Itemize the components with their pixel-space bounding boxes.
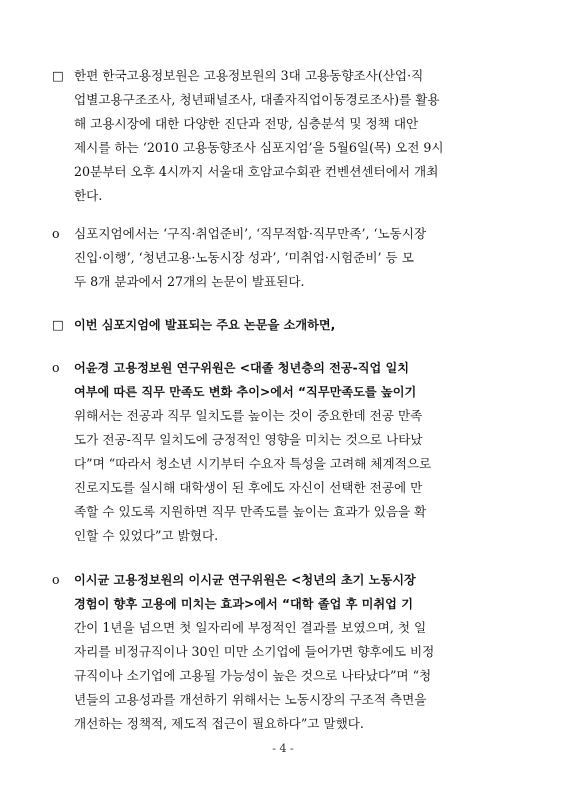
paragraph-paper-leesigyun: o 이시균 고용정보원의 이시균 연구위원은 <청년의 초기 노동시장 경험이 향후 고용에 미치는 효과>에서 “대학 졸업 후 미취업 기 간이 1년을 넘으면 첫 일자리에 부정적인 결과를 보였으며, 첫 일 자리를 비정규직이나 30인 미만 소기업에 들어가면 향후에도 비정 규직이나 소기업에 고용될 가능성이 높은 것으로 나타났다”며 “청 년들의 고용성과를 개선하기 위해서는 노동시장의 구조적 측면을 개선하는 정책적, 제도적 접근이 필요하다”고 말했다. [52,568,527,736]
paragraph-symposium-intro: □ 한편 한국고용정보원은 고용정보원의 3대 고용동향조사(산업·직 업별고용구조조사, 청년패널조사, 대졸자직업이동경로조사)를 활용 해 고용시장에 대한 다양한 진단과 전망, 심층분석 및 정책 대안 제시를 하는 ‘2010 고용동향조사 심포지엄’을 5월6일(목) 오전 9시 20분부터 오후 4시까지 서울대 호암교수회관 컨벤션센터에서 개최 한다. [52,64,527,208]
square-bullet-icon: □ [52,68,64,83]
circle-bullet-icon: o [52,226,60,241]
circle-bullet-icon: o [52,572,60,587]
square-bullet-icon: □ [52,317,64,332]
paragraph-paper-eoyungyeong: o 어윤경 고용정보원 연구위원은 <대졸 청년층의 전공-직업 일치 여부에 따른 직무 만족도 변화 추이>에서 “직무만족도를 높이기 위해서는 전공과 직무 일치도를 높이는 것이 중요한데 전공 만족 도가 전공-직무 일치도에 긍정적인 영향을 미치는 것으로 나타났 다”며 “따라서 청소년 시기부터 수요자 특성을 고려해 체계적으로 진로지도를 실시해 대학생이 된 후에도 자신이 선택한 전공에 만 족할 수 있도록 지원하면 직무 만족도를 높이는 효과가 있음을 확 인할 수 있었다”고 밝혔다. [52,356,527,548]
paragraph-session-topics: o 심포지엄에서는 ‘구직·취업준비’, ‘직무적합·직무만족’, ‘노동시장 진입·이행’, ‘청년고용·노동시장 성과’, ‘미취업·시험준비’ 등 모 두 8개 분과에서 27개의 논문이 발표된다. [52,222,527,294]
page-number: - 4 - [272,742,294,755]
paragraph-main-papers-heading: □ 이번 심포지엄에 발표되는 주요 논문을 소개하면, [52,313,527,337]
circle-bullet-icon: o [52,360,60,375]
